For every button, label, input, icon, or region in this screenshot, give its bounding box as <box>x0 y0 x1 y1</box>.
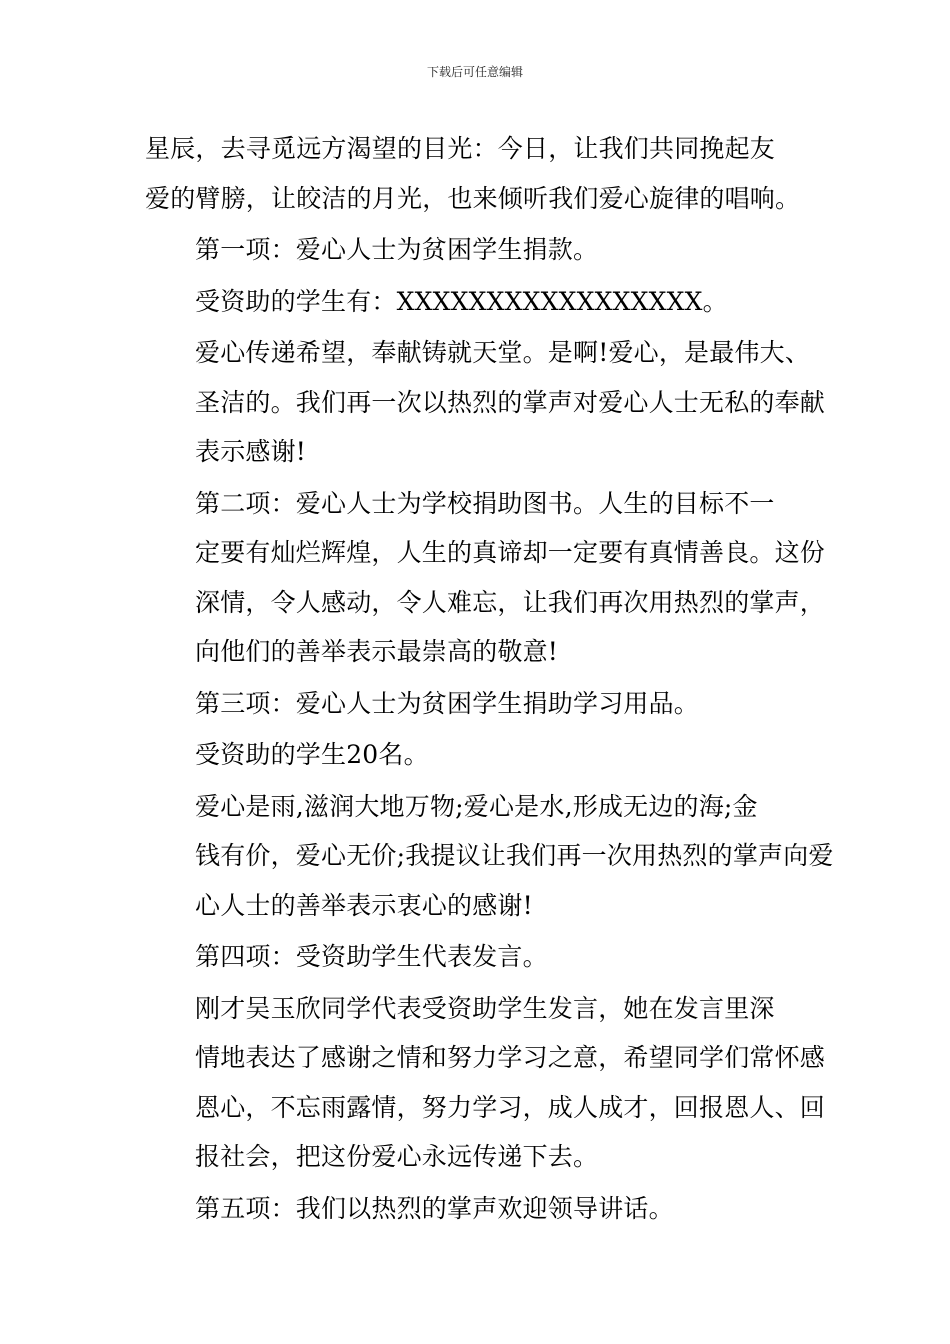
text-line: 第三项：爱心人士为贫困学生捐助学习用品。 <box>195 688 700 718</box>
text-line: 情地表达了感谢之情和努力学习之意，希望同学们常怀感 <box>195 1043 826 1072</box>
paragraph-thanks-one <box>145 328 826 477</box>
text-line: 第一项：爱心人士为贫困学生捐款。 <box>195 235 599 264</box>
text-line: 钱有价，爱心无价;我提议让我们再一次用热烈的掌声向爱 <box>195 841 834 870</box>
text-line: 星辰，去寻觅远方渴望的目光：今日，让我们共同挽起友 <box>145 134 776 163</box>
paragraph-item-one <box>145 225 813 275</box>
text-line: 第二项：爱心人士为学校捐助图书。人生的目标不一 <box>195 488 775 518</box>
paragraph-opening <box>145 124 813 223</box>
text-line: 报社会，把这份爱心永远传递下去。 <box>195 1142 599 1171</box>
text-line: 定要有灿烂辉煌，人生的真谛却一定要有真情善良。这份 <box>195 538 826 567</box>
paragraph-student-speech <box>145 984 826 1182</box>
text-line: 圣洁的。我们再一次以热烈的掌声对爱心人士无私的奉献 <box>195 387 826 417</box>
text-line: 爱心传递希望，奉献铸就天堂。是啊!爱心，是最伟大、 <box>195 338 811 367</box>
paragraph-recipient-count <box>145 730 813 780</box>
paragraph-item-two <box>145 479 826 677</box>
text-line: 心人士的善举表示衷心的感谢! <box>195 890 533 920</box>
text-line: 第五项：我们以热烈的掌声欢迎领导讲话。 <box>195 1193 674 1223</box>
text-line: 刚才吴玉欣同学代表受资助学生发言，她在发言里深 <box>195 993 775 1023</box>
paragraph-recipients <box>145 277 813 327</box>
text-line: 爱心是雨,滋润大地万物;爱心是水,形成无边的海;金 <box>195 791 758 821</box>
paragraph-item-four <box>145 932 813 982</box>
text-line: 受资助的学生20名。 <box>195 740 429 769</box>
paragraph-item-five <box>145 1184 813 1234</box>
page-header: 下载后可任意编辑 <box>426 65 523 79</box>
text-line: 恩心，不忘雨露情，努力学习，成人成才，回报恩人、回 <box>195 1092 826 1122</box>
text-line: 深情，令人感动，令人难忘，让我们再次用热烈的掌声， <box>195 587 826 617</box>
text-line: 第四项：受资助学生代表发言。 <box>195 942 548 971</box>
text-line: 受资助的学生有：XXXXXXXXXXXXXXXXX。 <box>195 286 728 316</box>
text-line: 爱的臂膀，让皎洁的月光，也来倾听我们爱心旋律的唱响。 <box>145 183 801 213</box>
text-line: 向他们的善举表示最崇高的敬意! <box>195 637 559 666</box>
paragraph-item-three <box>145 679 813 729</box>
document-body <box>145 124 834 1235</box>
paragraph-thanks-two <box>145 782 834 931</box>
text-line: 表示感谢! <box>195 437 307 466</box>
